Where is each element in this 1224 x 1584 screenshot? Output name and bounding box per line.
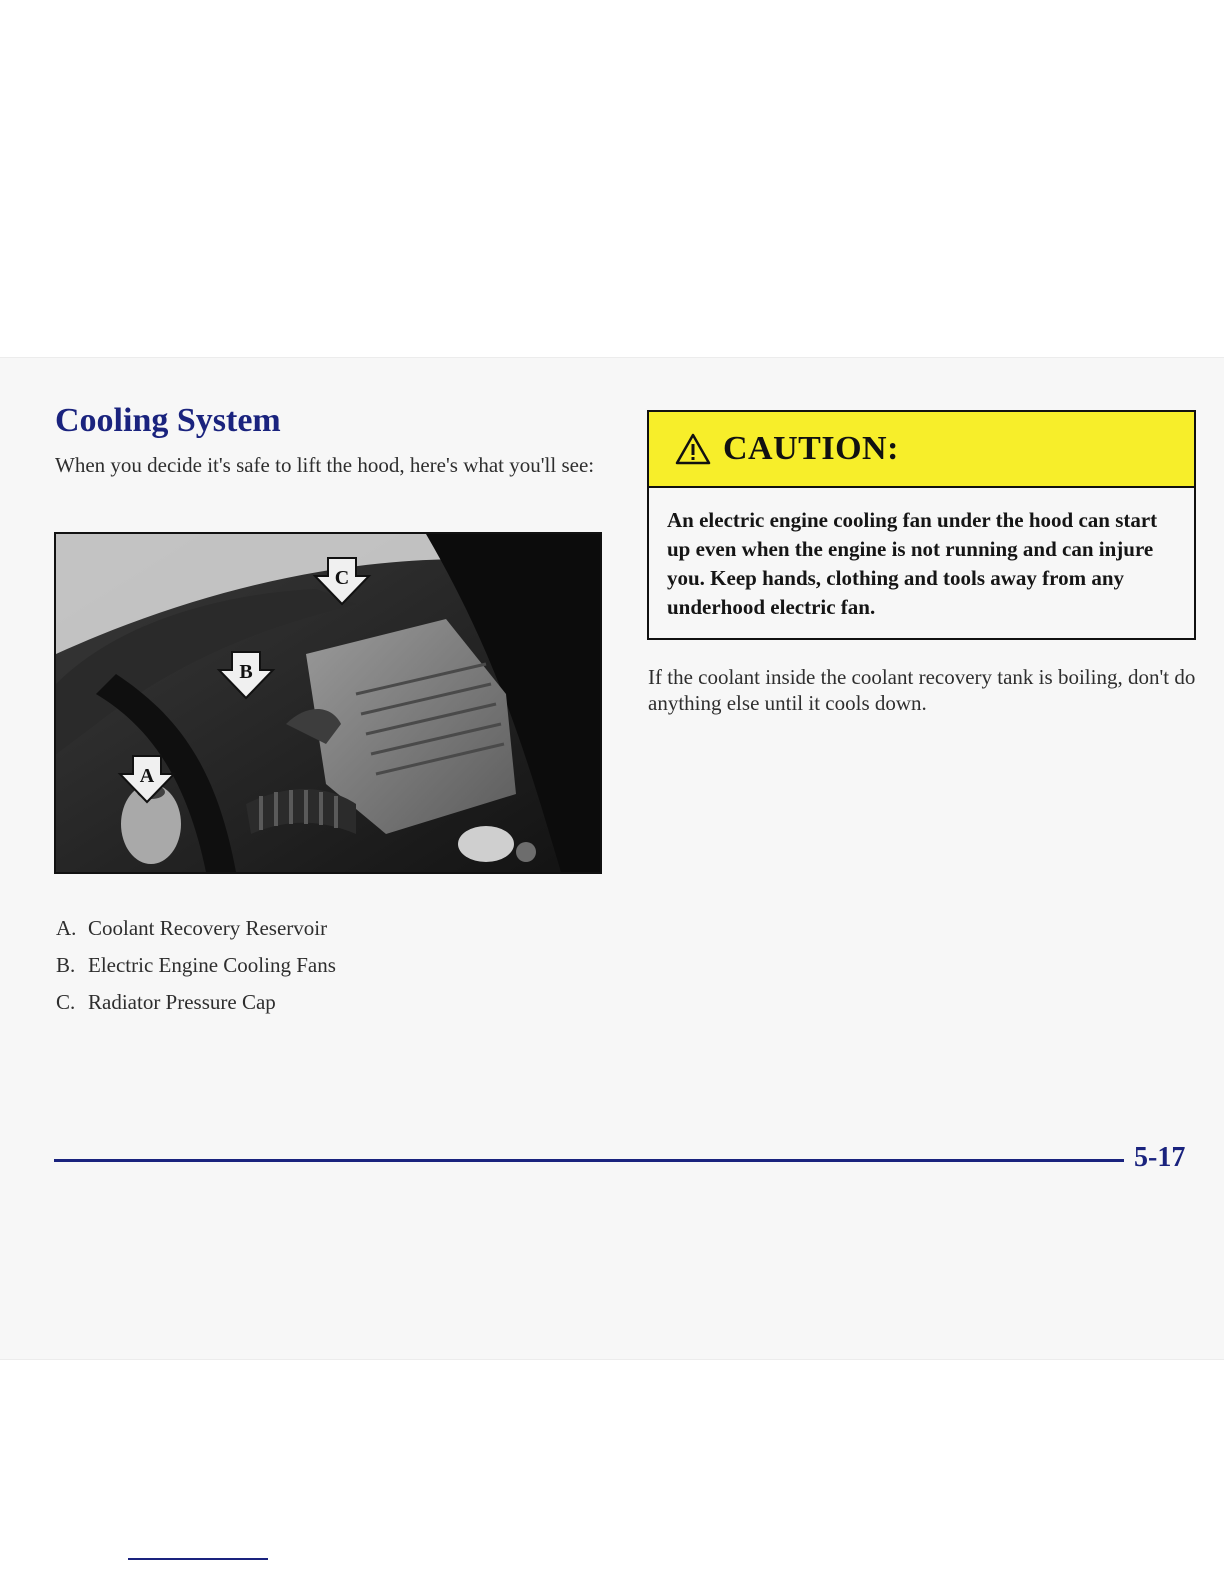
bottom-mark [128, 1558, 268, 1560]
fluid-reservoir [458, 826, 514, 862]
warning-triangle-icon [675, 433, 711, 465]
caution-box [647, 410, 1196, 640]
legend-letter: A. [56, 916, 77, 940]
legend-letter: C. [56, 990, 76, 1014]
page-edge-top [0, 357, 1224, 358]
callout-label-a: A [139, 765, 155, 787]
callout-label-c: C [334, 567, 350, 589]
caution-title: CAUTION: [723, 430, 899, 467]
callout-label-b: B [239, 661, 253, 683]
page-number: 5-17 [1134, 1142, 1186, 1173]
list-item [56, 984, 336, 1021]
engine-photo [54, 532, 602, 874]
footer-rule [54, 1159, 1124, 1162]
caution-body: An electric engine cooling fan under the hood can start up even when the engine is not running and can injure you. Keep hands, clothing and tools away from any underhood electric fan. [667, 508, 1158, 619]
legend-text: Electric Engine Cooling Fans [88, 953, 336, 977]
intro-paragraph: When you decide it's safe to lift the hood, here's what you'll see: [55, 453, 595, 477]
legend-text: Radiator Pressure Cap [88, 990, 276, 1014]
list-item [56, 947, 336, 984]
section-title: Cooling System [55, 402, 281, 439]
page-edge-bottom [0, 1359, 1224, 1360]
caution-header [649, 412, 1194, 488]
engine-illustration [56, 534, 600, 872]
legend-letter: B. [56, 953, 76, 977]
boiling-coolant-paragraph: If the coolant inside the coolant recovery tank is boiling, don't do anything else until it cools down. [648, 665, 1196, 715]
legend-text: Coolant Recovery Reservoir [88, 916, 328, 940]
photo-legend [56, 910, 336, 1021]
reservoir-fitting [516, 842, 536, 862]
list-item [56, 910, 336, 947]
